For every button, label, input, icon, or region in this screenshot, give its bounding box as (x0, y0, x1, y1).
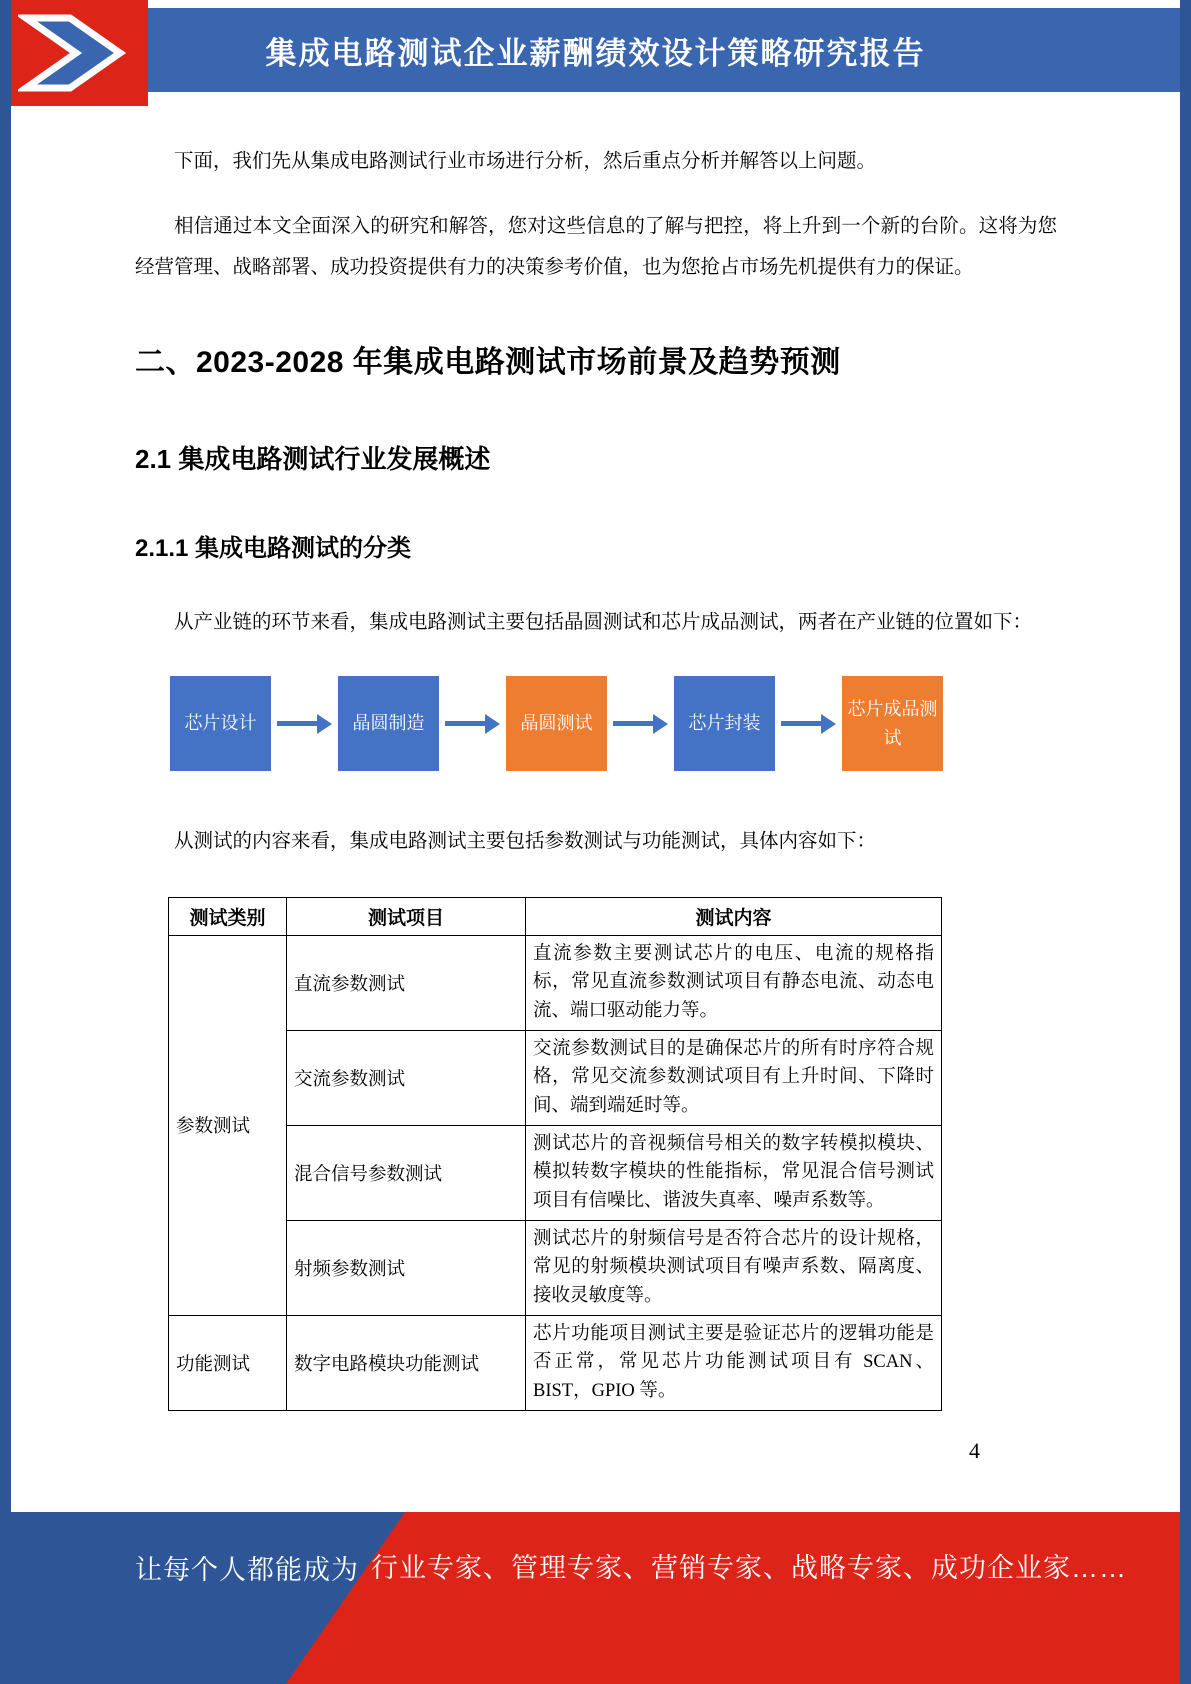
arrow-right-icon (607, 714, 674, 734)
project-cell: 射频参数测试 (287, 1220, 526, 1315)
intro-paragraph-2: 相信通过本文全面深入的研究和解答，您对这些信息的了解与把控，将上升到一个新的台阶。这将为您经营管理、战略部署、成功投资提供有力的决策参考价值，也为您抢占市场先机提供有力的保证。 (135, 215, 1057, 278)
column-header-content: 测试内容 (526, 897, 942, 935)
flow-step-label: 芯片封装 (688, 713, 761, 734)
column-header-category: 测试类别 (169, 897, 287, 935)
flow-step-chip-package (674, 676, 775, 771)
flow-step-label: 晶圆测试 (520, 713, 593, 734)
report-title: 集成电路测试企业薪酬绩效设计策略研究报告 (265, 35, 926, 71)
flow-step-label: 芯片成品测试 (847, 698, 938, 748)
flow-step-final-test (842, 676, 943, 771)
table-intro-paragraph: 从测试的内容来看，集成电路测试主要包括参数测试与功能测试，具体内容如下： (174, 830, 877, 852)
page-footer (0, 1512, 1191, 1684)
column-header-project: 测试项目 (287, 897, 526, 935)
chevron-right-icon (18, 10, 130, 96)
subsection-heading: 2.1.1 集成电路测试的分类 (135, 534, 412, 562)
industry-chain-diagram (170, 676, 1057, 772)
header-flag-decoration (0, 0, 148, 106)
content-cell: 测试芯片的音视频信号相关的数字转模拟模块、模拟转数字模块的性能指标，常见混合信号测试项目有信噪比、谐波失真率、噪声系数等。 (526, 1125, 942, 1220)
category-cell-parameter-test: 参数测试 (169, 935, 287, 1315)
content-cell: 交流参数测试目的是确保芯片的所有时序符合规格，常见交流参数测试项目有上升时间、下降时间、端到端延时等。 (526, 1030, 942, 1125)
left-border-strip (0, 0, 11, 1684)
arrow-right-icon (439, 714, 506, 734)
flow-step-label: 晶圆制造 (352, 713, 425, 734)
project-cell: 交流参数测试 (287, 1030, 526, 1125)
page-number: 4 (969, 1438, 980, 1463)
category-cell-function-test: 功能测试 (169, 1315, 287, 1410)
footer-slogan-right: 行业专家、管理专家、营销专家、战略专家、成功企业家…… (371, 1553, 1127, 1583)
intro-paragraph-1: 下面，我们先从集成电路测试行业市场进行分析，然后重点分析并解答以上问题。 (174, 151, 877, 172)
footer-slogan-left: 让每个人都能成为 (135, 1555, 359, 1585)
arrow-right-icon (271, 714, 338, 734)
content-cell: 芯片功能项目测试主要是验证芯片的逻辑功能是否正常，常见芯片功能测试项目有 SCAN、 BIST，GPIO 等。 (526, 1315, 942, 1410)
flow-step-wafer-fab (338, 676, 439, 771)
right-border-strip (1180, 0, 1191, 1684)
page-header (0, 0, 1191, 118)
document-body (0, 118, 1191, 1411)
project-cell: 直流参数测试 (287, 935, 526, 1030)
chain-intro-paragraph: 从产业链的环节来看，集成电路测试主要包括晶圆测试和芯片成品测试，两者在产业链的位置如下： (174, 611, 1033, 633)
content-cell: 测试芯片的射频信号是否符合芯片的设计规格，常见的射频模块测试项目有噪声系数、隔离度、接收灵敏度等。 (526, 1220, 942, 1315)
project-cell: 混合信号参数测试 (287, 1125, 526, 1220)
test-classification-table (168, 897, 942, 1411)
flow-step-label: 芯片设计 (184, 713, 257, 734)
flow-step-chip-design (170, 676, 271, 771)
chapter-heading: 二、2023-2028 年集成电路测试市场前景及趋势预测 (135, 345, 841, 379)
flow-step-wafer-test (506, 676, 607, 771)
section-heading: 2.1 集成电路测试行业发展概述 (135, 443, 491, 474)
table-header-row (169, 897, 942, 935)
table-row (169, 935, 942, 1030)
table-row (169, 1315, 942, 1410)
content-cell: 直流参数主要测试芯片的电压、电流的规格指标，常见直流参数测试项目有静态电流、动态电流、端口驱动能力等。 (526, 935, 942, 1030)
arrow-right-icon (775, 714, 842, 734)
footer-red-ribbon (0, 1512, 1191, 1684)
project-cell: 数字电路模块功能测试 (287, 1315, 526, 1410)
header-banner (11, 8, 1180, 92)
